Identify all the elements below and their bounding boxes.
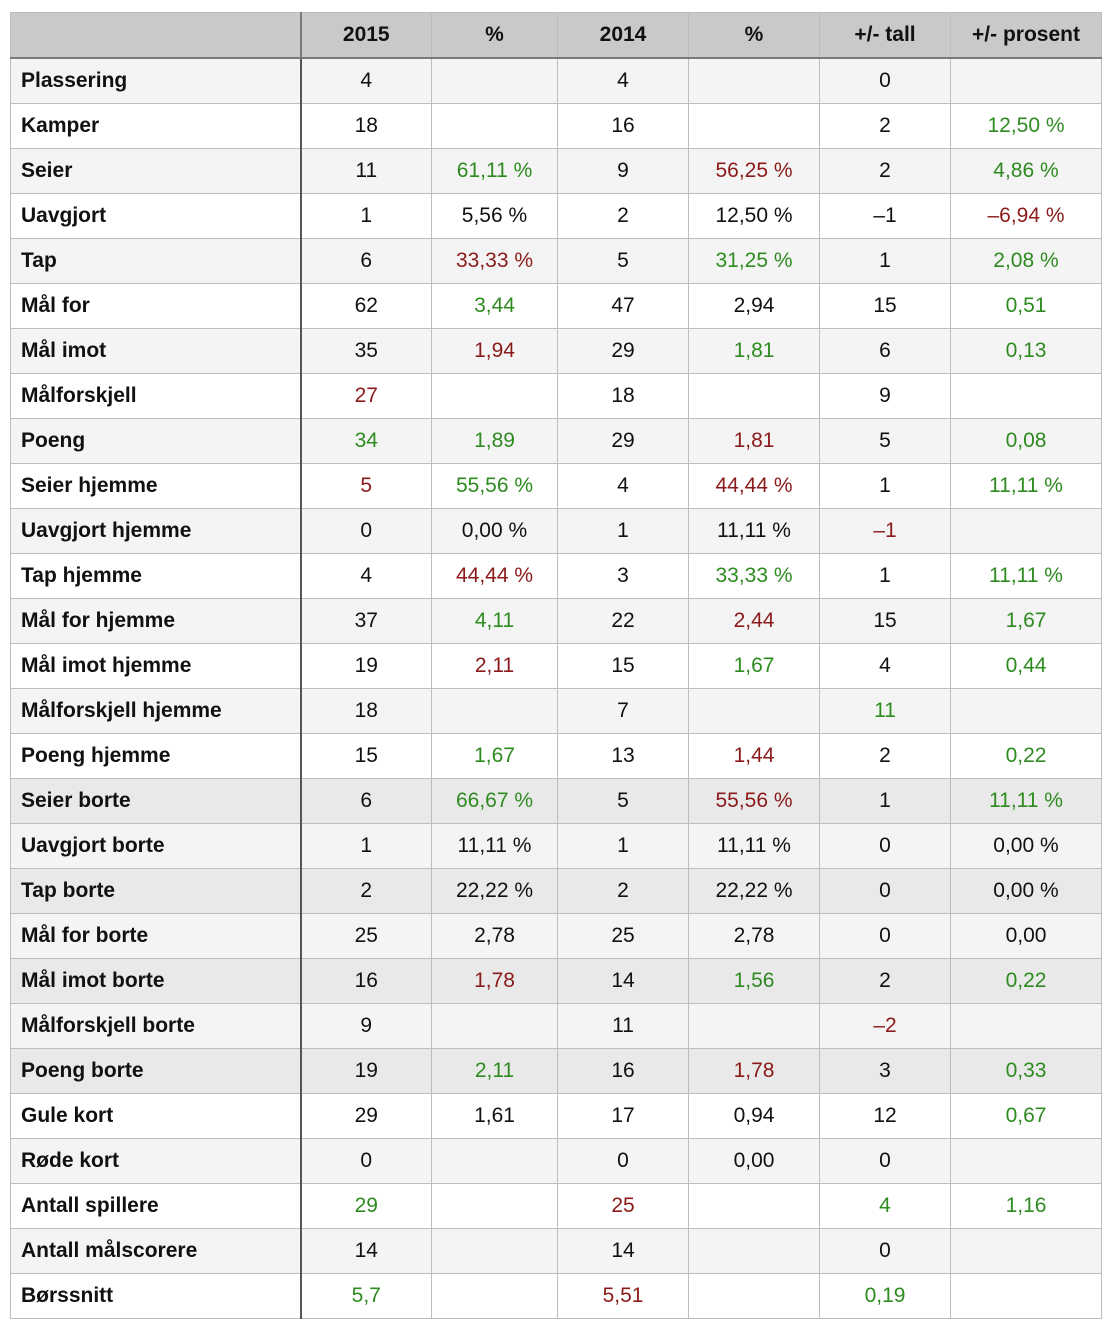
cell-value-2015: 0 [301,509,432,554]
cell-diff-count: 0 [820,914,951,959]
cell-percent-2014: 44,44 % [689,464,820,509]
cell-percent-2015 [432,1274,558,1319]
cell-diff-percent: 0,08 [951,419,1102,464]
cell-diff-percent: 11,11 % [951,554,1102,599]
row-label: Uavgjort hjemme [11,509,301,554]
cell-diff-percent [951,58,1102,104]
cell-percent-2014: 2,78 [689,914,820,959]
cell-diff-percent: 12,50 % [951,104,1102,149]
cell-diff-count: 4 [820,1184,951,1229]
cell-value-2014: 16 [558,1049,689,1094]
cell-value-2015: 1 [301,194,432,239]
table-row [11,509,1102,554]
cell-diff-count: 15 [820,599,951,644]
table-row [11,1229,1102,1274]
cell-diff-percent: 0,00 % [951,869,1102,914]
cell-diff-count: 2 [820,104,951,149]
row-label: Kamper [11,104,301,149]
table-row [11,239,1102,284]
table-row [11,1274,1102,1319]
cell-value-2015: 14 [301,1229,432,1274]
cell-diff-count: 1 [820,554,951,599]
cell-diff-count: 1 [820,239,951,284]
table-row [11,599,1102,644]
cell-diff-percent [951,1229,1102,1274]
row-label: Poeng hjemme [11,734,301,779]
cell-percent-2014: 33,33 % [689,554,820,599]
cell-percent-2014 [689,1184,820,1229]
cell-value-2015: 6 [301,239,432,284]
cell-percent-2015 [432,58,558,104]
cell-value-2015: 25 [301,914,432,959]
cell-value-2014: 47 [558,284,689,329]
cell-diff-percent: 0,67 [951,1094,1102,1139]
cell-value-2015: 62 [301,284,432,329]
row-label: Plassering [11,58,301,104]
cell-percent-2015: 44,44 % [432,554,558,599]
cell-diff-count: 0 [820,824,951,869]
cell-percent-2014 [689,374,820,419]
cell-value-2015: 4 [301,554,432,599]
table-row [11,1049,1102,1094]
cell-value-2014: 2 [558,194,689,239]
cell-percent-2014: 1,81 [689,419,820,464]
cell-value-2014: 29 [558,329,689,374]
cell-diff-count: 0 [820,1229,951,1274]
cell-diff-count: 5 [820,419,951,464]
row-label: Mål imot hjemme [11,644,301,689]
header-percent-2015: % [432,13,558,59]
cell-value-2014: 3 [558,554,689,599]
cell-diff-percent: 1,16 [951,1184,1102,1229]
cell-value-2015: 35 [301,329,432,374]
cell-value-2014: 14 [558,1229,689,1274]
cell-diff-count: 0,19 [820,1274,951,1319]
cell-value-2014: 22 [558,599,689,644]
cell-percent-2014: 31,25 % [689,239,820,284]
cell-percent-2015: 3,44 [432,284,558,329]
table-row [11,104,1102,149]
cell-percent-2015: 0,00 % [432,509,558,554]
row-label: Målforskjell borte [11,1004,301,1049]
cell-value-2015: 4 [301,58,432,104]
cell-percent-2014: 1,78 [689,1049,820,1094]
table-body [11,58,1102,1319]
cell-value-2014: 13 [558,734,689,779]
cell-diff-count: 0 [820,58,951,104]
cell-diff-count: –2 [820,1004,951,1049]
cell-diff-percent: 0,51 [951,284,1102,329]
cell-percent-2014: 1,67 [689,644,820,689]
cell-percent-2015: 55,56 % [432,464,558,509]
cell-diff-count: 6 [820,329,951,374]
cell-diff-percent [951,1139,1102,1184]
cell-diff-count: –1 [820,509,951,554]
cell-diff-percent [951,689,1102,734]
row-label: Poeng borte [11,1049,301,1094]
table-row [11,1184,1102,1229]
cell-value-2014: 11 [558,1004,689,1049]
cell-diff-count: –1 [820,194,951,239]
cell-value-2015: 34 [301,419,432,464]
cell-percent-2014 [689,1229,820,1274]
table-row [11,554,1102,599]
stats-table [10,12,1102,1319]
table-row [11,914,1102,959]
cell-value-2015: 29 [301,1094,432,1139]
table-row [11,644,1102,689]
header-row [11,13,1102,59]
cell-value-2015: 16 [301,959,432,1004]
cell-value-2015: 19 [301,644,432,689]
cell-value-2014: 5,51 [558,1274,689,1319]
cell-value-2014: 4 [558,58,689,104]
cell-value-2014: 7 [558,689,689,734]
cell-percent-2014: 1,56 [689,959,820,1004]
row-label: Seier borte [11,779,301,824]
cell-percent-2015: 2,11 [432,644,558,689]
cell-diff-percent [951,509,1102,554]
cell-percent-2015: 5,56 % [432,194,558,239]
cell-diff-percent [951,1004,1102,1049]
cell-percent-2015 [432,1184,558,1229]
cell-percent-2014 [689,58,820,104]
header-percent-2014: % [689,13,820,59]
cell-percent-2015 [432,374,558,419]
header-2014: 2014 [558,13,689,59]
cell-percent-2015: 61,11 % [432,149,558,194]
row-label: Seier [11,149,301,194]
cell-percent-2014 [689,689,820,734]
table-row [11,869,1102,914]
cell-diff-count: 11 [820,689,951,734]
cell-percent-2014: 56,25 % [689,149,820,194]
cell-value-2014: 14 [558,959,689,1004]
cell-percent-2015 [432,1139,558,1184]
cell-value-2015: 5,7 [301,1274,432,1319]
table-row [11,959,1102,1004]
cell-value-2015: 18 [301,104,432,149]
row-label: Poeng [11,419,301,464]
cell-percent-2014: 1,44 [689,734,820,779]
cell-percent-2015: 1,89 [432,419,558,464]
cell-value-2014: 1 [558,509,689,554]
cell-diff-percent: 0,44 [951,644,1102,689]
table-header [11,13,1102,59]
row-label: Tap hjemme [11,554,301,599]
table-row [11,374,1102,419]
cell-percent-2015: 1,61 [432,1094,558,1139]
row-label: Tap borte [11,869,301,914]
cell-percent-2014: 1,81 [689,329,820,374]
cell-diff-count: 2 [820,959,951,1004]
cell-diff-percent: 4,86 % [951,149,1102,194]
cell-value-2014: 18 [558,374,689,419]
cell-diff-percent: 0,00 % [951,824,1102,869]
cell-diff-percent: 0,22 [951,734,1102,779]
cell-value-2015: 15 [301,734,432,779]
row-label: Mål imot borte [11,959,301,1004]
table-row [11,824,1102,869]
cell-percent-2015: 4,11 [432,599,558,644]
table-row [11,419,1102,464]
cell-value-2015: 6 [301,779,432,824]
cell-diff-percent [951,1274,1102,1319]
row-label: Mål for borte [11,914,301,959]
header-2015: 2015 [301,13,432,59]
cell-percent-2014: 2,44 [689,599,820,644]
cell-value-2015: 0 [301,1139,432,1184]
cell-diff-count: 9 [820,374,951,419]
header-diff-percent: +/- prosent [951,13,1102,59]
table-row [11,1139,1102,1184]
cell-value-2015: 5 [301,464,432,509]
cell-diff-percent: 1,67 [951,599,1102,644]
row-label: Uavgjort borte [11,824,301,869]
cell-percent-2015: 1,78 [432,959,558,1004]
cell-percent-2015: 2,11 [432,1049,558,1094]
cell-value-2015: 2 [301,869,432,914]
cell-percent-2015 [432,104,558,149]
cell-percent-2015: 1,94 [432,329,558,374]
table-row [11,284,1102,329]
row-label: Målforskjell [11,374,301,419]
cell-percent-2014 [689,104,820,149]
cell-value-2014: 2 [558,869,689,914]
cell-percent-2015 [432,1229,558,1274]
cell-diff-count: 2 [820,734,951,779]
cell-percent-2015: 2,78 [432,914,558,959]
cell-diff-percent: 0,13 [951,329,1102,374]
cell-diff-percent: 11,11 % [951,464,1102,509]
cell-value-2015: 29 [301,1184,432,1229]
cell-value-2014: 9 [558,149,689,194]
cell-percent-2014: 0,00 [689,1139,820,1184]
cell-diff-count: 0 [820,869,951,914]
cell-diff-count: 0 [820,1139,951,1184]
cell-percent-2015: 22,22 % [432,869,558,914]
cell-value-2014: 5 [558,779,689,824]
cell-diff-count: 12 [820,1094,951,1139]
cell-diff-count: 15 [820,284,951,329]
row-label: Røde kort [11,1139,301,1184]
cell-value-2015: 9 [301,1004,432,1049]
cell-value-2015: 1 [301,824,432,869]
row-label: Tap [11,239,301,284]
table-row [11,1094,1102,1139]
table-row [11,58,1102,104]
cell-value-2015: 37 [301,599,432,644]
cell-diff-count: 4 [820,644,951,689]
cell-diff-count: 1 [820,779,951,824]
cell-value-2014: 0 [558,1139,689,1184]
cell-percent-2014: 0,94 [689,1094,820,1139]
cell-percent-2014: 11,11 % [689,824,820,869]
cell-percent-2014: 11,11 % [689,509,820,554]
cell-value-2015: 11 [301,149,432,194]
row-label: Målforskjell hjemme [11,689,301,734]
cell-value-2014: 5 [558,239,689,284]
cell-percent-2014: 22,22 % [689,869,820,914]
row-label: Antall målscorere [11,1229,301,1274]
row-label: Børssnitt [11,1274,301,1319]
table-row [11,464,1102,509]
cell-diff-percent: 0,33 [951,1049,1102,1094]
row-label: Mål for [11,284,301,329]
cell-percent-2014: 2,94 [689,284,820,329]
cell-percent-2014: 55,56 % [689,779,820,824]
cell-value-2014: 4 [558,464,689,509]
cell-diff-percent: 0,22 [951,959,1102,1004]
cell-value-2015: 19 [301,1049,432,1094]
cell-value-2014: 17 [558,1094,689,1139]
cell-diff-count: 2 [820,149,951,194]
table-row [11,329,1102,374]
cell-diff-count: 1 [820,464,951,509]
table-row [11,779,1102,824]
cell-value-2014: 25 [558,914,689,959]
cell-value-2014: 16 [558,104,689,149]
cell-value-2015: 18 [301,689,432,734]
header-diff-count: +/- tall [820,13,951,59]
cell-percent-2015 [432,1004,558,1049]
header-corner [11,13,301,59]
table-row [11,194,1102,239]
cell-diff-percent [951,374,1102,419]
row-label: Uavgjort [11,194,301,239]
cell-value-2014: 25 [558,1184,689,1229]
cell-percent-2014: 12,50 % [689,194,820,239]
cell-diff-percent: 11,11 % [951,779,1102,824]
row-label: Mål for hjemme [11,599,301,644]
row-label: Mål imot [11,329,301,374]
table-row [11,734,1102,779]
cell-diff-percent: 2,08 % [951,239,1102,284]
table-row [11,1004,1102,1049]
row-label: Antall spillere [11,1184,301,1229]
cell-value-2014: 15 [558,644,689,689]
cell-value-2014: 29 [558,419,689,464]
cell-diff-percent: 0,00 [951,914,1102,959]
cell-percent-2015: 11,11 % [432,824,558,869]
cell-percent-2015 [432,689,558,734]
table-row [11,689,1102,734]
row-label: Gule kort [11,1094,301,1139]
cell-percent-2015: 66,67 % [432,779,558,824]
table-row [11,149,1102,194]
cell-percent-2014 [689,1004,820,1049]
cell-percent-2015: 1,67 [432,734,558,779]
cell-percent-2015: 33,33 % [432,239,558,284]
cell-value-2014: 1 [558,824,689,869]
cell-diff-percent: –6,94 % [951,194,1102,239]
cell-value-2015: 27 [301,374,432,419]
cell-diff-count: 3 [820,1049,951,1094]
cell-percent-2014 [689,1274,820,1319]
row-label: Seier hjemme [11,464,301,509]
